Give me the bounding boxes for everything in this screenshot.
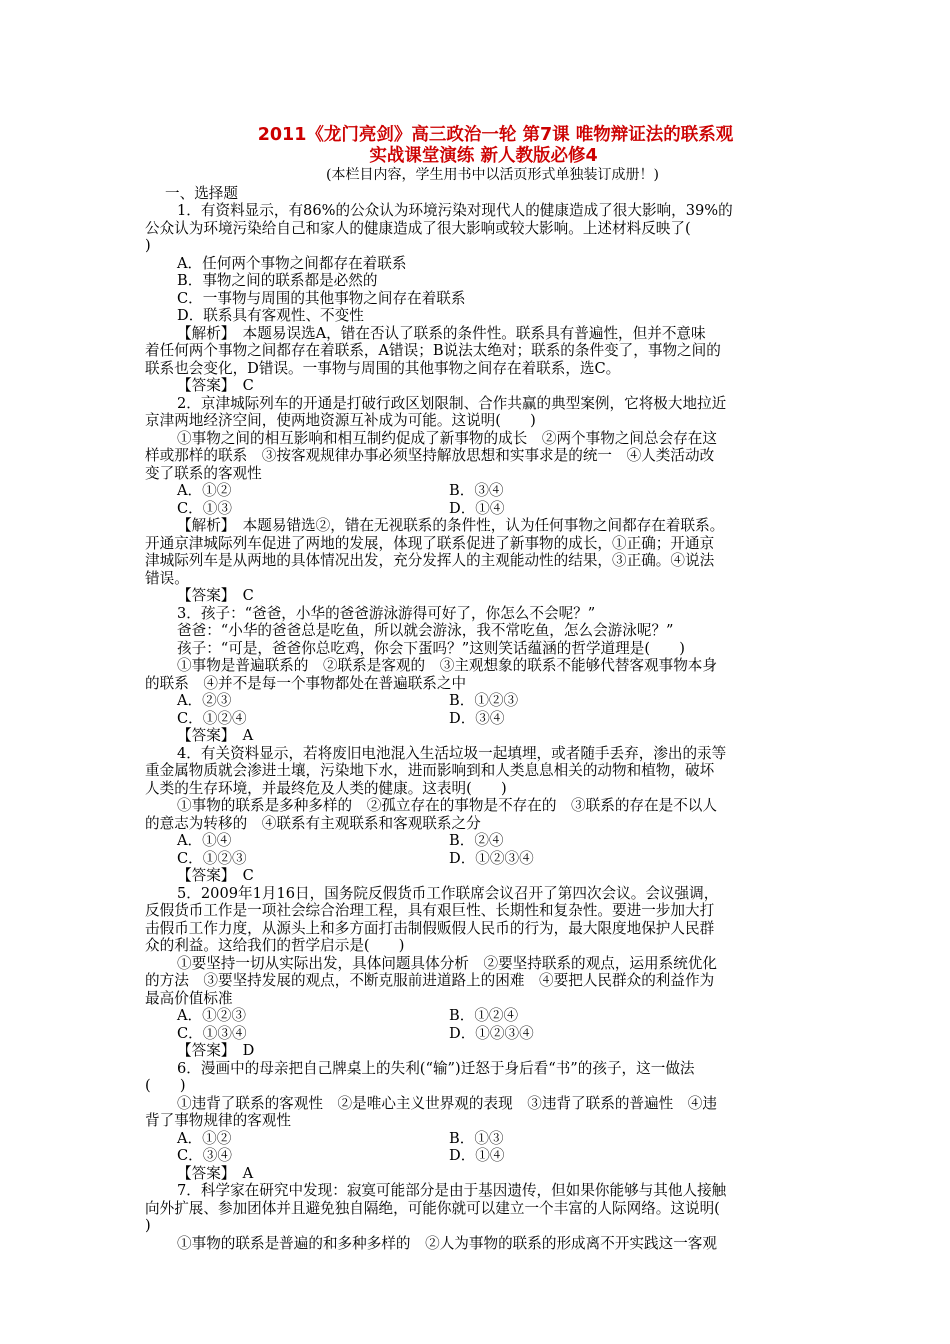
q3-dialogue-2: 爸爸：“小华的爸爸总是吃鱼，所以就会游泳，我不常吃鱼，怎么会游泳呢？” (177, 622, 674, 639)
q1-option-d: D．联系具有客观性、不变性 (177, 307, 364, 324)
q5-options-row-1 (145, 1007, 810, 1025)
q2-option-a: A．①② (177, 482, 232, 499)
q6-options-row-2 (145, 1147, 810, 1165)
q2-item-2: 样或那样的联系 ③按客观规律办事必须坚持解放思想和实事求是的统一 ④人类活动改 (145, 447, 715, 464)
q2-option-c: C．①③ (177, 499, 232, 517)
q2-option-b: B．③④ (449, 482, 504, 499)
q3-item-1: ①事物是普遍联系的 ②联系是客观的 ③主观想象的联系不能够代替客观事物本身 (177, 657, 717, 674)
q2-option-d: D．①④ (449, 499, 505, 517)
q5-stem-1: 5．2009年1月16日，国务院反假货币工作联席会议召开了第四次会议。会议强调， (177, 884, 719, 902)
q4-stem-1: 4．有关资料显示，若将废旧电池混入生活垃圾一起填埋，或者随手丢弃，渗出的汞等 (177, 744, 727, 762)
q5-option-a: A．①②③ (177, 1007, 246, 1024)
q1-stem-3: ) (145, 237, 151, 254)
q3-dialogue-1: 3．孩子：“爸爸，小华的爸爸游泳游得可好了，你怎么不会呢？” (177, 604, 596, 622)
q4-option-a: A．①④ (177, 832, 232, 849)
q4-stem-2: 重金属物质就会渗进土壤，污染地下水，进而影响到和人类息息相关的动物和植物，破坏 (145, 762, 715, 779)
q5-item-3: 最高价值标准 (145, 989, 233, 1007)
q3-item-2: 的联系 ④并不是每一个事物都处在普遍联系之中 (145, 674, 467, 692)
q5-answer: 【答案】 D (177, 1042, 255, 1059)
q3-dialogue-3: 孩子：“可是，爸爸你总吃鸡，你会下蛋吗？”这则笑话蕴涵的哲学道理是( ) (177, 639, 685, 657)
q4-option-d: D．①②③④ (449, 849, 534, 867)
q6-option-d: D．①④ (449, 1147, 505, 1164)
question-3 (145, 605, 810, 745)
q1-option-b: B．事物之间的联系都是必然的 (177, 272, 378, 289)
question-7 (145, 1182, 810, 1252)
q1-analysis-2: 着任何两个事物之间都存在着联系，A错误；B说法太绝对；联系的条件变了，事物之间的 (145, 342, 721, 359)
q1-answer: 【答案】 C (177, 377, 254, 394)
q5-stem-4: 众的利益。这给我们的哲学启示是( ) (145, 937, 405, 954)
q2-analysis-3: 津城际列车是从两地的具体情况出发，充分发挥人的主观能动性的结果，③正确。④说法 (145, 552, 715, 569)
q3-option-b: B．①②③ (449, 692, 519, 709)
q3-options-row-2 (145, 710, 810, 728)
q1-stem-2: 公众认为环境污染给自己和家人的健康造成了很大影响或较大影响。上述材料反映了( (145, 219, 691, 237)
q6-options-row-1 (145, 1130, 810, 1148)
q3-answer: 【答案】 A (177, 727, 254, 744)
q5-option-d: D．①②③④ (449, 1024, 534, 1042)
q4-item-1: ①事物的联系是多种多样的 ②孤立存在的事物是不存在的 ③联系的存在是不以人 (177, 797, 717, 814)
q3-option-d: D．③④ (449, 709, 505, 727)
q2-analysis-2: 开通京津城际列车促进了两地的发展，体现了联系促进了新事物的成长，①正确；开通京 (145, 534, 715, 552)
q1-analysis-3: 联系也会变化，D错误。一事物与周围的其他事物之间存在着联系，选C。 (145, 359, 621, 377)
q7-item-1: ①事物的联系是普遍的和多种多样的 ②人为事物的联系的形成离不开实践这一客观 (177, 1234, 717, 1252)
question-4 (145, 745, 810, 885)
q7-stem-2: 向外扩展、参加团体并且避免独自隔绝，可能你就可以建立一个丰富的人际网络。这说明( (145, 1199, 720, 1217)
q3-options-row-1 (145, 692, 810, 710)
q6-item-2: 背了事物规律的客观性 (145, 1112, 291, 1129)
q4-option-c: C．①②③ (177, 849, 247, 867)
question-5 (145, 885, 810, 1060)
question-2 (145, 395, 810, 605)
q2-answer: 【答案】 C (177, 587, 254, 604)
q6-stem-1: 6．漫画中的母亲把自己牌桌上的失利(“输”)迁怒于身后看“书”的孩子，这一做法 (177, 1059, 695, 1077)
q6-item-1: ①违背了联系的客观性 ②是唯心主义世界观的表现 ③违背了联系的普遍性 ④违 (177, 1094, 717, 1112)
q2-analysis-1: 【解析】 本题易错选②，错在无视联系的条件性，认为任何事物之间都存在着联系。 (177, 517, 725, 534)
document-page (145, 125, 810, 1252)
q3-option-a: A．②③ (177, 692, 232, 709)
q2-options-row-1 (145, 482, 810, 500)
q5-option-b: B．①②④ (449, 1007, 519, 1024)
q5-item-2: 的方法 ③要坚持发展的观点，不断克服前进道路上的困难 ④要把人民群众的利益作为 (145, 972, 715, 989)
q2-stem-1: 2．京津城际列车的开通是打破行政区划限制、合作共赢的典型案例，它将极大地拉近 (177, 394, 727, 412)
q5-options-row-2 (145, 1025, 810, 1043)
q3-option-c: C．①②④ (177, 709, 247, 727)
section-heading: 一、选择题 (165, 184, 238, 202)
q6-option-a: A．①② (177, 1129, 232, 1147)
q4-item-2: 的意志为转移的 ④联系有主观联系和客观联系之分 (145, 814, 481, 832)
q5-stem-3: 击假币工作力度，从源头上和多方面打击制假贩假人民币的行为，最大限度地保护人民群 (145, 919, 715, 937)
q7-stem-1: 7．科学家在研究中发现：寂寞可能部分是由于基因遗传，但如果你能够与其他人接触 (177, 1182, 727, 1199)
q6-stem-2: ( ) (145, 1077, 186, 1094)
title-line-2: 实战课堂演练 新人教版必修4 (369, 146, 598, 166)
q1-option-c: C．一事物与周围的其他事物之间存在着联系 (177, 289, 466, 307)
question-1 (145, 202, 810, 395)
title-line-1: 2011《龙门亮剑》高三政治一轮 第7课 唯物辩证法的联系观 (257, 125, 734, 145)
q2-analysis-4: 错误。 (145, 569, 189, 587)
q4-options-row-2 (145, 850, 810, 868)
q2-item-3: 变了联系的客观性 (145, 464, 262, 482)
question-6 (145, 1060, 810, 1183)
q5-stem-2: 反假货币工作是一项社会综合治理工程，具有艰巨性、长期性和复杂性。要进一步加大打 (145, 902, 715, 919)
q5-option-c: C．①③④ (177, 1024, 247, 1042)
q4-option-b: B．②④ (449, 832, 504, 849)
note: (本栏目内容，学生用书中以活页形式单独装订成册！) (326, 167, 659, 183)
q1-analysis-1: 【解析】 本题易误选A，错在否认了联系的条件性。联系具有普遍性，但并不意味 (177, 324, 706, 342)
q5-item-1: ①要坚持一切从实际出发，具体问题具体分析 ②要坚持联系的观点，运用系统优化 (177, 954, 717, 972)
q4-answer: 【答案】 C (177, 867, 254, 884)
q6-option-c: C．③④ (177, 1147, 232, 1164)
q1-option-a: A．任何两个事物之间都存在着联系 (177, 254, 407, 272)
q2-stem-2: 京津两地经济空间，使两地资源互补成为可能。这说明( ) (145, 412, 536, 429)
q2-options-row-2 (145, 500, 810, 518)
q4-options-row-1 (145, 832, 810, 850)
q6-option-b: B．①③ (449, 1129, 504, 1147)
q2-item-1: ①事物之间的相互影响和相互制约促成了新事物的成长 ②两个事物之间总会存在这 (177, 429, 717, 447)
q1-stem-1: 1．有资料显示，有86%的公众认为环境污染对现代人的健康造成了很大影响，39%的 (177, 202, 733, 219)
q6-answer: 【答案】 A (177, 1164, 254, 1182)
q7-stem-3: ) (145, 1217, 151, 1234)
q4-stem-3: 人类的生存环境，并最终危及人类的健康。这表明( ) (145, 779, 507, 797)
